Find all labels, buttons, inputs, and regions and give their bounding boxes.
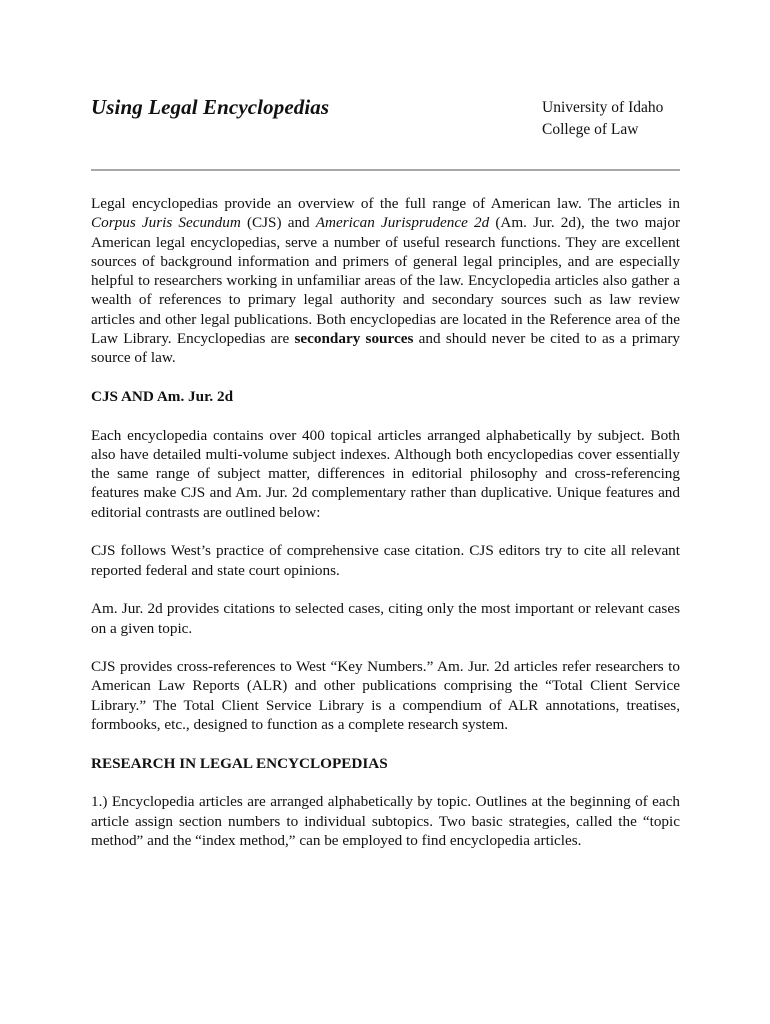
institution-university: University of Idaho xyxy=(542,99,664,116)
paragraph-research-step-1: 1.) Encyclopedia articles are arranged alphabetically by topic. Outlines at the beginning of each article assign section numbers to individual subtopics. Two basic strategies, called the “topic method” and the “index method,” can be employed to find encyclopedia articles. xyxy=(91,793,680,849)
secondary-sources-term: secondary sources xyxy=(294,330,414,348)
section-heading-research: RESEARCH IN LEGAL ENCYCLOPEDIAS xyxy=(91,754,388,772)
section-heading-cjs-amjur: CJS AND Am. Jur. 2d xyxy=(91,387,234,405)
paragraph-amjur-citation: Am. Jur. 2d provides citations to selected cases, citing only the most important or relevant cases on a given topic. xyxy=(91,600,680,637)
cjs-title: Corpus Juris Secundum xyxy=(91,214,241,232)
header-divider xyxy=(91,169,680,171)
intro-text-c: (Am. Jur. 2d), the two major American legal encyclopedias, serve a number of useful research functions. They are excellent sources of background information and primers of general legal principles, and are especially helpful to researchers working in unfamiliar areas of the law. Encyclopedia articles also gather a wealth of references to primary legal authority and secondary sources such as law review articles and other legal publications. Both encyclopedias are located in the Reference area of the Law Library. Encyclopedias are xyxy=(91,214,680,348)
amjur-title: American Jurisprudence 2d xyxy=(315,214,490,232)
intro-text-a: Legal encyclopedias provide an overview of the full range of American law. The articles in xyxy=(91,195,680,212)
paragraph-cjs-citation: CJS follows West’s practice of comprehensive case citation. CJS editors try to cite all relevant reported federal and state court opinions. xyxy=(91,542,680,579)
paragraph-cross-references: CJS provides cross-references to West “Key Numbers.” Am. Jur. 2d articles refer researchers to American Law Reports (ALR) and other publications comprising the “Total Client Service Library.” The Total Client Service Library is a compendium of ALR annotations, treatises, formbooks, etc., designed to function as a complete research system. xyxy=(91,658,680,734)
institution-block xyxy=(542,97,663,141)
paragraph-overview: Each encyclopedia contains over 400 topical articles arranged alphabetically by subject. Both also have detailed multi-volume subject indexes. Although both encyclopedias cover essentially the same range of subject matter, differences in editorial philosophy and cross-referencing features make CJS and Am. Jur. 2d complementary rather than duplicative. Unique features and editorial contrasts are outlined below: xyxy=(91,426,680,521)
intro-text-d: and should never be cited to as a primary source of law. xyxy=(91,330,681,367)
document-title: Using Legal Encyclopedias xyxy=(91,95,330,119)
intro-text-b: (CJS) and xyxy=(240,214,316,232)
intro-paragraph xyxy=(91,194,680,368)
institution-college: College of Law xyxy=(542,121,639,138)
document-body xyxy=(91,194,680,869)
